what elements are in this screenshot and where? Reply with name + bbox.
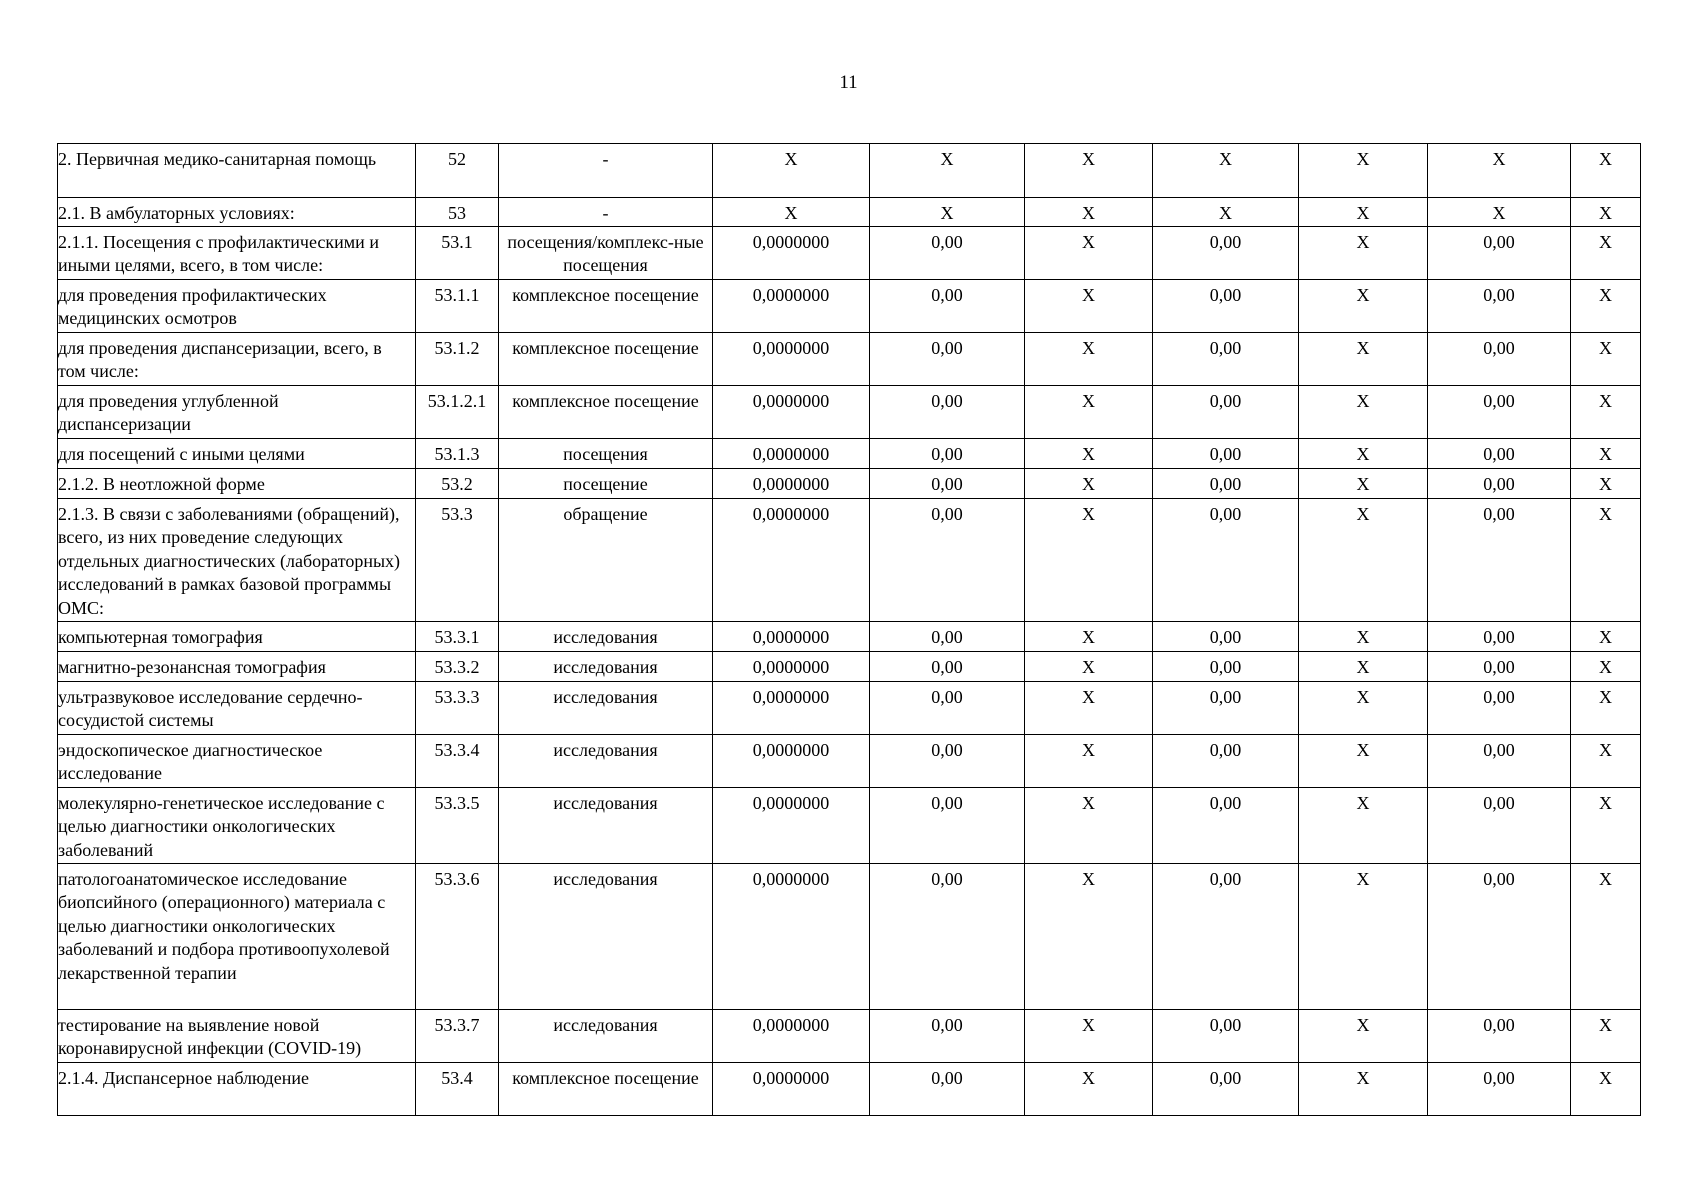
row-value-3: Х bbox=[1025, 227, 1153, 280]
row-code: 53.1.3 bbox=[416, 439, 499, 469]
row-value-1: 0,0000000 bbox=[713, 864, 870, 1010]
table-row bbox=[58, 469, 1641, 499]
row-value-6: 0,00 bbox=[1428, 1010, 1571, 1063]
row-unit: исследования bbox=[499, 864, 713, 1010]
row-value-6: 0,00 bbox=[1428, 439, 1571, 469]
row-value-2: 0,00 bbox=[870, 622, 1025, 652]
row-value-1: 0,0000000 bbox=[713, 652, 870, 682]
table-row bbox=[58, 652, 1641, 682]
row-value-5: Х bbox=[1299, 682, 1428, 735]
row-value-1: 0,0000000 bbox=[713, 280, 870, 333]
row-value-2: 0,00 bbox=[870, 333, 1025, 386]
row-value-3: Х bbox=[1025, 735, 1153, 788]
row-value-6: 0,00 bbox=[1428, 469, 1571, 499]
row-value-3: Х bbox=[1025, 864, 1153, 1010]
row-unit: комплексное посещение bbox=[499, 333, 713, 386]
row-value-2: 0,00 bbox=[870, 788, 1025, 864]
row-code: 53.3.6 bbox=[416, 864, 499, 1010]
row-value-5: Х bbox=[1299, 735, 1428, 788]
row-value-5: Х bbox=[1299, 227, 1428, 280]
row-code: 53 bbox=[416, 198, 499, 227]
row-value-1: 0,0000000 bbox=[713, 439, 870, 469]
row-value-3: Х bbox=[1025, 652, 1153, 682]
row-value-2: 0,00 bbox=[870, 1063, 1025, 1116]
table-row bbox=[58, 499, 1641, 622]
row-value-1: 0,0000000 bbox=[713, 469, 870, 499]
row-value-5: Х bbox=[1299, 386, 1428, 439]
row-value-2: Х bbox=[870, 144, 1025, 198]
row-code: 53.1.2 bbox=[416, 333, 499, 386]
row-value-2: 0,00 bbox=[870, 439, 1025, 469]
row-value-3: Х bbox=[1025, 280, 1153, 333]
row-value-1: 0,0000000 bbox=[713, 1010, 870, 1063]
row-value-7: Х bbox=[1571, 144, 1641, 198]
row-name: 2.1.3. В связи с заболеваниями (обращений), всего, из них проведение следующих отдельных диагностических (лабораторных) исследований в рамках базовой программы ОМС: bbox=[58, 499, 416, 622]
row-value-4: 0,00 bbox=[1153, 499, 1299, 622]
table-row bbox=[58, 788, 1641, 864]
table-row bbox=[58, 144, 1641, 198]
row-code: 53.3 bbox=[416, 499, 499, 622]
row-value-2: 0,00 bbox=[870, 386, 1025, 439]
row-value-6: 0,00 bbox=[1428, 622, 1571, 652]
row-code: 53.1.2.1 bbox=[416, 386, 499, 439]
row-value-3: Х bbox=[1025, 1010, 1153, 1063]
row-value-3: Х bbox=[1025, 788, 1153, 864]
row-unit: исследования bbox=[499, 652, 713, 682]
row-unit: посещения bbox=[499, 439, 713, 469]
row-name: эндоскопическое диагностическое исследование bbox=[58, 735, 416, 788]
row-unit: исследования bbox=[499, 682, 713, 735]
row-value-4: Х bbox=[1153, 144, 1299, 198]
row-value-4: 0,00 bbox=[1153, 439, 1299, 469]
row-code: 53.3.7 bbox=[416, 1010, 499, 1063]
row-name: компьютерная томография bbox=[58, 622, 416, 652]
row-unit: исследования bbox=[499, 735, 713, 788]
row-value-2: 0,00 bbox=[870, 499, 1025, 622]
row-value-7: Х bbox=[1571, 280, 1641, 333]
row-value-3: Х bbox=[1025, 198, 1153, 227]
row-value-2: 0,00 bbox=[870, 652, 1025, 682]
row-name: для проведения углубленной диспансеризации bbox=[58, 386, 416, 439]
row-unit: исследования bbox=[499, 622, 713, 652]
row-value-7: Х bbox=[1571, 735, 1641, 788]
row-value-7: Х bbox=[1571, 1010, 1641, 1063]
row-unit: комплексное посещение bbox=[499, 280, 713, 333]
row-unit: исследования bbox=[499, 1010, 713, 1063]
row-value-4: Х bbox=[1153, 198, 1299, 227]
row-value-3: Х bbox=[1025, 333, 1153, 386]
table-row bbox=[58, 333, 1641, 386]
row-value-1: 0,0000000 bbox=[713, 622, 870, 652]
row-value-7: Х bbox=[1571, 788, 1641, 864]
table-row bbox=[58, 1010, 1641, 1063]
table-row bbox=[58, 735, 1641, 788]
row-value-5: Х bbox=[1299, 499, 1428, 622]
row-unit: - bbox=[499, 198, 713, 227]
row-value-4: 0,00 bbox=[1153, 386, 1299, 439]
table-row bbox=[58, 227, 1641, 280]
row-value-3: Х bbox=[1025, 1063, 1153, 1116]
row-value-5: Х bbox=[1299, 788, 1428, 864]
row-code: 53.1 bbox=[416, 227, 499, 280]
row-value-1: 0,0000000 bbox=[713, 788, 870, 864]
row-value-3: Х bbox=[1025, 144, 1153, 198]
row-value-5: Х bbox=[1299, 333, 1428, 386]
row-value-4: 0,00 bbox=[1153, 227, 1299, 280]
row-value-4: 0,00 bbox=[1153, 1010, 1299, 1063]
row-value-2: 0,00 bbox=[870, 227, 1025, 280]
row-unit: комплексное посещение bbox=[499, 1063, 713, 1116]
row-unit: - bbox=[499, 144, 713, 198]
row-unit: посещение bbox=[499, 469, 713, 499]
row-value-6: 0,00 bbox=[1428, 735, 1571, 788]
row-value-4: 0,00 bbox=[1153, 1063, 1299, 1116]
row-value-1: 0,0000000 bbox=[713, 735, 870, 788]
row-value-7: Х bbox=[1571, 469, 1641, 499]
row-value-4: 0,00 bbox=[1153, 864, 1299, 1010]
row-value-4: 0,00 bbox=[1153, 333, 1299, 386]
row-value-4: 0,00 bbox=[1153, 788, 1299, 864]
row-value-7: Х bbox=[1571, 499, 1641, 622]
table-row bbox=[58, 864, 1641, 1010]
row-name: для посещений с иными целями bbox=[58, 439, 416, 469]
row-value-7: Х bbox=[1571, 386, 1641, 439]
row-value-2: 0,00 bbox=[870, 735, 1025, 788]
row-value-4: 0,00 bbox=[1153, 682, 1299, 735]
row-value-4: 0,00 bbox=[1153, 622, 1299, 652]
row-unit: обращение bbox=[499, 499, 713, 622]
row-value-2: Х bbox=[870, 198, 1025, 227]
row-value-1: 0,0000000 bbox=[713, 1063, 870, 1116]
row-value-1: 0,0000000 bbox=[713, 682, 870, 735]
row-value-5: Х bbox=[1299, 864, 1428, 1010]
row-value-7: Х bbox=[1571, 622, 1641, 652]
row-value-5: Х bbox=[1299, 622, 1428, 652]
row-value-7: Х bbox=[1571, 439, 1641, 469]
data-table bbox=[57, 143, 1641, 1116]
row-value-3: Х bbox=[1025, 386, 1153, 439]
row-code: 53.3.5 bbox=[416, 788, 499, 864]
row-value-1: Х bbox=[713, 198, 870, 227]
row-value-2: 0,00 bbox=[870, 280, 1025, 333]
row-value-3: Х bbox=[1025, 499, 1153, 622]
row-value-6: 0,00 bbox=[1428, 788, 1571, 864]
row-value-1: 0,0000000 bbox=[713, 386, 870, 439]
row-name: 2. Первичная медико-санитарная помощь bbox=[58, 144, 416, 198]
row-value-1: Х bbox=[713, 144, 870, 198]
row-unit: исследования bbox=[499, 788, 713, 864]
row-value-2: 0,00 bbox=[870, 682, 1025, 735]
row-value-7: Х bbox=[1571, 227, 1641, 280]
row-name: патологоанатомическое исследование биопсийного (операционного) материала с целью диагностики онкологических заболеваний и подбора противоопухолевой лекарственной терапии bbox=[58, 864, 416, 1010]
row-value-6: Х bbox=[1428, 144, 1571, 198]
row-value-4: 0,00 bbox=[1153, 652, 1299, 682]
row-name: для проведения диспансеризации, всего, в том числе: bbox=[58, 333, 416, 386]
row-value-3: Х bbox=[1025, 469, 1153, 499]
row-code: 52 bbox=[416, 144, 499, 198]
row-value-6: 0,00 bbox=[1428, 386, 1571, 439]
row-value-5: Х bbox=[1299, 652, 1428, 682]
row-value-4: 0,00 bbox=[1153, 280, 1299, 333]
row-name: ультразвуковое исследование сердечно-сосудистой системы bbox=[58, 682, 416, 735]
row-value-3: Х bbox=[1025, 682, 1153, 735]
row-value-5: Х bbox=[1299, 1063, 1428, 1116]
row-name: 2.1. В амбулаторных условиях: bbox=[58, 198, 416, 227]
row-value-7: Х bbox=[1571, 333, 1641, 386]
row-value-4: 0,00 bbox=[1153, 469, 1299, 499]
row-value-3: Х bbox=[1025, 439, 1153, 469]
row-value-6: 0,00 bbox=[1428, 280, 1571, 333]
table-body bbox=[58, 144, 1641, 1116]
row-name: 2.1.1. Посещения с профилактическими и иными целями, всего, в том числе: bbox=[58, 227, 416, 280]
table-row bbox=[58, 198, 1641, 227]
row-unit: комплексное посещение bbox=[499, 386, 713, 439]
row-code: 53.2 bbox=[416, 469, 499, 499]
row-code: 53.1.1 bbox=[416, 280, 499, 333]
row-value-6: 0,00 bbox=[1428, 864, 1571, 1010]
table-row bbox=[58, 280, 1641, 333]
row-value-7: Х bbox=[1571, 682, 1641, 735]
row-value-5: Х bbox=[1299, 469, 1428, 499]
row-value-7: Х bbox=[1571, 1063, 1641, 1116]
row-value-5: Х bbox=[1299, 198, 1428, 227]
row-value-5: Х bbox=[1299, 280, 1428, 333]
row-value-6: 0,00 bbox=[1428, 1063, 1571, 1116]
row-name: 2.1.4. Диспансерное наблюдение bbox=[58, 1063, 416, 1116]
row-value-7: Х bbox=[1571, 864, 1641, 1010]
page-number: 11 bbox=[839, 72, 858, 93]
row-value-6: 0,00 bbox=[1428, 333, 1571, 386]
row-value-2: 0,00 bbox=[870, 864, 1025, 1010]
row-code: 53.3.3 bbox=[416, 682, 499, 735]
row-value-7: Х bbox=[1571, 198, 1641, 227]
row-value-2: 0,00 bbox=[870, 469, 1025, 499]
row-value-1: 0,0000000 bbox=[713, 499, 870, 622]
row-code: 53.3.2 bbox=[416, 652, 499, 682]
row-code: 53.3.4 bbox=[416, 735, 499, 788]
table-row bbox=[58, 622, 1641, 652]
row-value-5: Х bbox=[1299, 439, 1428, 469]
table-row bbox=[58, 682, 1641, 735]
row-value-6: 0,00 bbox=[1428, 499, 1571, 622]
row-value-7: Х bbox=[1571, 652, 1641, 682]
row-value-5: Х bbox=[1299, 144, 1428, 198]
row-code: 53.3.1 bbox=[416, 622, 499, 652]
row-value-6: 0,00 bbox=[1428, 652, 1571, 682]
row-value-1: 0,0000000 bbox=[713, 227, 870, 280]
row-value-5: Х bbox=[1299, 1010, 1428, 1063]
row-name: молекулярно-генетическое исследование с целью диагностики онкологических заболеваний bbox=[58, 788, 416, 864]
row-name: тестирование на выявление новой коронавирусной инфекции (COVID-19) bbox=[58, 1010, 416, 1063]
row-name: 2.1.2. В неотложной форме bbox=[58, 469, 416, 499]
row-value-6: 0,00 bbox=[1428, 227, 1571, 280]
table-row bbox=[58, 1063, 1641, 1116]
row-value-2: 0,00 bbox=[870, 1010, 1025, 1063]
row-value-3: Х bbox=[1025, 622, 1153, 652]
row-value-1: 0,0000000 bbox=[713, 333, 870, 386]
row-unit: посещения/комплекс-ные посещения bbox=[499, 227, 713, 280]
row-name: для проведения профилактических медицинских осмотров bbox=[58, 280, 416, 333]
row-name: магнитно-резонансная томография bbox=[58, 652, 416, 682]
row-code: 53.4 bbox=[416, 1063, 499, 1116]
row-value-4: 0,00 bbox=[1153, 735, 1299, 788]
row-value-6: Х bbox=[1428, 198, 1571, 227]
table-row bbox=[58, 439, 1641, 469]
row-value-6: 0,00 bbox=[1428, 682, 1571, 735]
table-row bbox=[58, 386, 1641, 439]
